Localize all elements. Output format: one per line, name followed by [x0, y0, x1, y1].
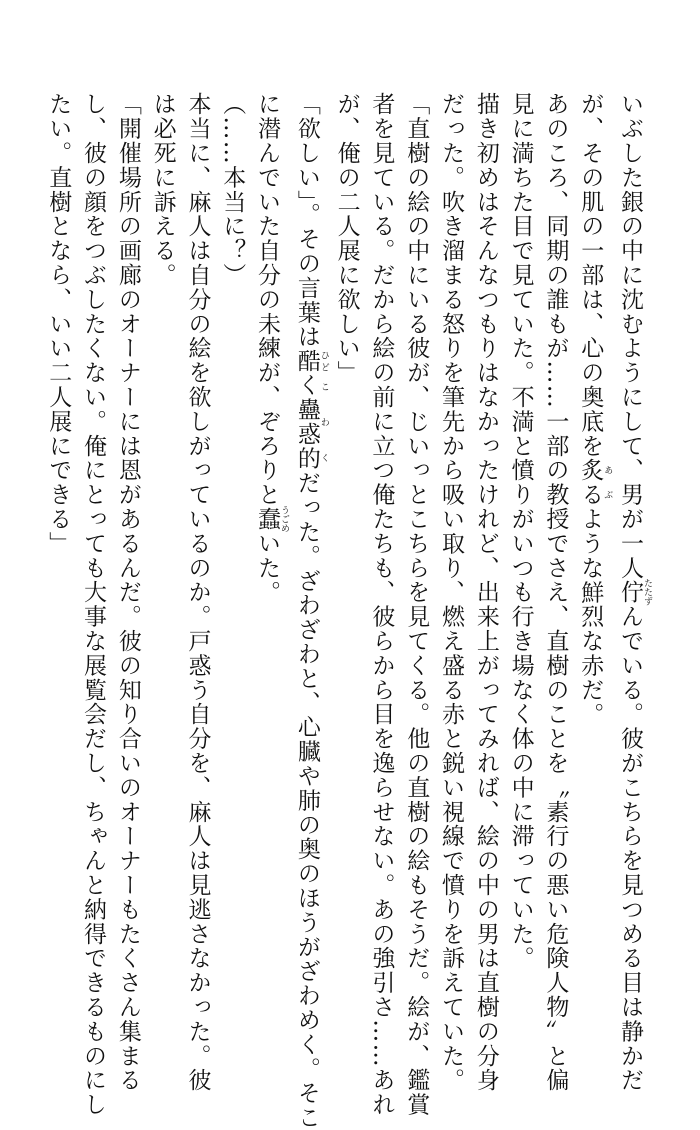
text-line-13: 本当に、麻人は自分の絵を欲しがっているのか。戸惑う自分を、麻人は見逃さなかった。彼	[184, 92, 211, 1093]
ruby-abu: 炙る あぶ	[577, 458, 613, 507]
ruby-ugome: 蠢 うごめ	[254, 505, 290, 533]
text-line-10: 「欲しい」。その言葉は酷 ひどく蠱惑的 こわくだった。ざわざわと、心臓や肺の奥のほうがざわめく。そこ	[293, 92, 329, 1130]
text-line-14: は必死に訴える。	[149, 92, 176, 288]
text-line-6: だった。吹き溜まる怒りを筆先から吸い取り、燃え盛る赤と鋭い視線で憤りを訴えていた。	[438, 92, 465, 1093]
ruby-hido: 酷 ひど	[293, 348, 329, 374]
text-line-11: に潜んでいた自分の未練が、ぞろりと蠢 うごめいた。	[254, 92, 290, 605]
text-line-1: いぶした銀の中に沈むようにして、男が一人佇 たたずんでいる。彼がこちらを見つめる目は静かだ	[617, 92, 652, 1093]
text-line-4: 見に満ちた目で見ていた。不満と憤りがいつも行き場なく体の中に滞っていた。	[507, 92, 534, 971]
text-line-7: 「直樹の絵の中にいる彼が、じいっとこちらを見てくる。他の直樹の絵もそうだ。絵が、鑑賞	[403, 92, 430, 1117]
text-line-15: 「開催場所の画廊のオーナーには恩があるんだ。彼の知り合いのオーナーもたくさん集まる	[114, 92, 141, 1093]
text-line-2: が、その肌の一部は、心の奥底を炙る あぶような鮮烈な赤だ。	[577, 92, 613, 727]
ruby-tatazu: 佇 たたず	[617, 578, 652, 606]
text-line-17: たい。直樹となら、いい二人展にできる」	[45, 92, 72, 556]
text-line-16: し、彼の顔をつぶしたくない。俺にとっても大事な展覧会だし、ちゃんと納得できるものにし	[80, 92, 107, 1117]
ruby-kowaku: く蠱惑的 こわく	[293, 373, 329, 471]
text-line-12: （……本当に？）	[219, 92, 246, 288]
text-line-8: 者を見ている。だから絵の前に立つ俺たちも、彼らから目を逸らせない。あの強引さ……あれ	[368, 92, 395, 1117]
vertical-text-block	[40, 92, 652, 1130]
text-line-9: が、俺の二人展に欲しい」	[333, 92, 360, 385]
text-line-5: 描き初めはそんなつもりはなかったけれど、出来上がってみれば、絵の中の男は直樹の分身	[472, 92, 499, 1093]
text-line-3: あのころ、同期の誰もが……一部の教授でさえ、直樹のことを〝素行の悪い危険人物〟と偏	[542, 92, 569, 1093]
